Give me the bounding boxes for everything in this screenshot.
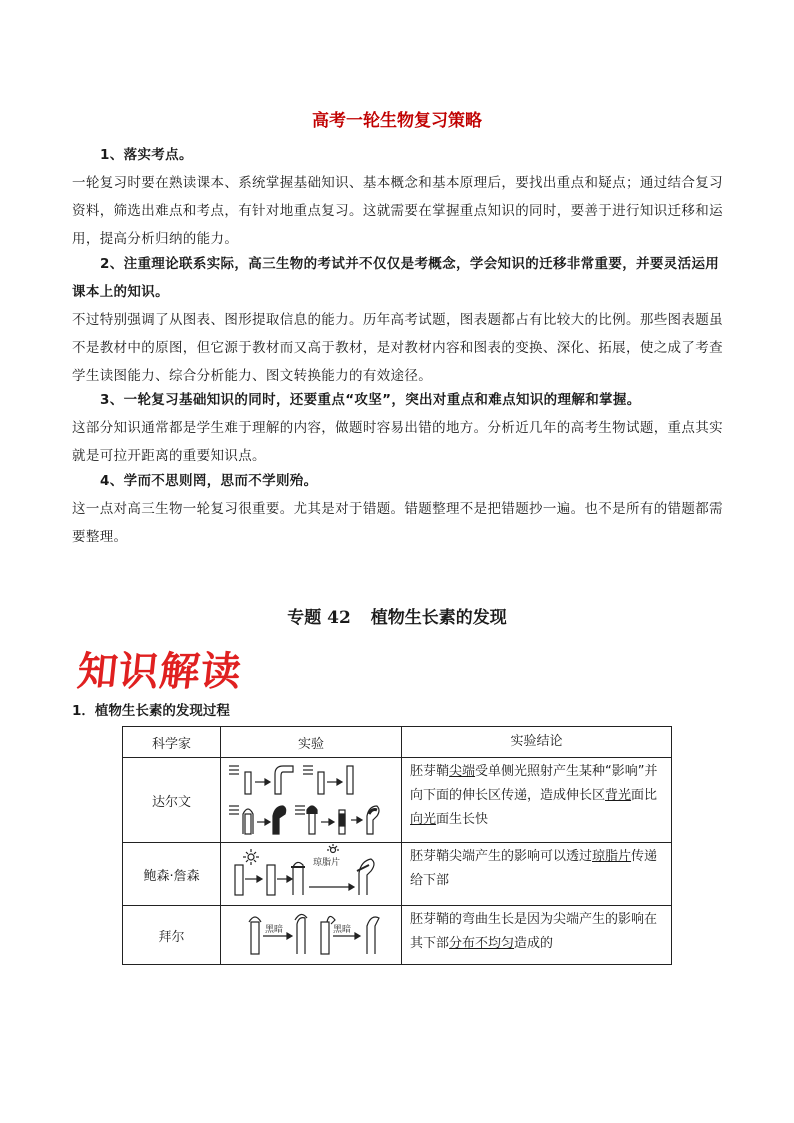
scientist-paal: 拜尔 <box>123 906 221 965</box>
point-1 <box>72 141 724 253</box>
paal-experiment-diagram <box>221 906 401 960</box>
dark-label-1: 黑暗 <box>265 925 284 935</box>
table-header-row <box>123 727 672 758</box>
paal-diagram <box>221 906 402 965</box>
conclusion-segment: 面比 <box>631 788 658 803</box>
scientist-darwin: 达尔文 <box>123 758 221 843</box>
darwin-conclusion-text <box>410 764 658 827</box>
conclusion-segment: 琼脂片 <box>592 849 632 864</box>
header-scientist: 科学家 <box>123 727 221 758</box>
agar-label: 琼脂片 <box>313 858 341 868</box>
point-1-body: 一轮复习时要在熟读课本、系统掌握基础知识、基本概念和基本原理后，要找出重点和疑点；通过结合复习资料，筛选出难点和考点，有针对地重点复习。这就需要在掌握重点知识的同时，要善于进行知识迁移和运用，提高分析归纳的能力。 <box>72 175 723 247</box>
point-2 <box>72 250 724 390</box>
conclusion-segment: 分布不均匀 <box>449 936 515 951</box>
darwin-conclusion <box>402 758 672 843</box>
jensen-conclusion <box>402 843 672 906</box>
table-row <box>123 843 672 906</box>
conclusion-segment: 向光 <box>410 812 437 827</box>
conclusion-segment: 尖端 <box>449 764 476 779</box>
scientist-boysen-jensen: 鲍森·詹森 <box>123 843 221 906</box>
page-title: 高考一轮生物复习策略 <box>312 111 482 131</box>
point-4 <box>72 467 724 551</box>
point-3-heading: 3、一轮复习基础知识的同时，还要重点“攻坚”，突出对重点和难点知识的理解和掌握。 <box>100 392 641 408</box>
point-4-heading: 4、学而不思则罔，思而不学则殆。 <box>100 473 318 489</box>
header-conclusion: 实验结论 <box>402 727 672 758</box>
knowledge-banner: 知识解读 <box>75 649 245 695</box>
point-4-body: 这一点对高三生物一轮复习很重要。尤其是对于错题。错题整理不是把错题抄一遍。也不是所有的错题都需要整理。 <box>72 501 723 545</box>
table-row <box>123 758 672 843</box>
discovery-table <box>122 726 672 965</box>
conclusion-segment: 胚芽鞘的弯曲生长是因为尖端产生的影响在其下部 <box>410 912 658 951</box>
paal-conclusion <box>402 906 672 965</box>
topic-name: 植物生长素的发现 <box>370 608 507 628</box>
conclusion-segment: 面生长快 <box>436 812 489 827</box>
sun-icon <box>243 849 259 865</box>
topic-label: 专题 42 <box>287 608 351 628</box>
point-2-heading: 2、注重理论联系实际，高三生物的考试并不仅仅是考概念，学会知识的迁移非常重要，并要灵活运用课本上的知识。 <box>72 256 720 300</box>
darwin-experiment-diagram <box>221 758 401 838</box>
header-experiment: 实验 <box>221 727 402 758</box>
conclusion-segment: 背光 <box>605 788 632 803</box>
section-heading: 1．植物生长素的发现过程 <box>72 703 230 719</box>
jensen-experiment-diagram <box>221 843 401 901</box>
point-3 <box>72 386 724 470</box>
point-2-body: 不过特别强调了从图表、图形提取信息的能力。历年高考试题，图表题都占有比较大的比例。那些图表题虽不是教材中的原图，但它源于教材而又高于教材，是对教材内容和图表的变换、深化、拓展，使之成了考查学生读图能力、综合分析能力、图文转换能力的有效途径。 <box>72 312 723 384</box>
conclusion-segment: 胚芽鞘尖端产生的影响可以透过 <box>410 849 593 864</box>
jensen-diagram <box>221 843 402 906</box>
conclusion-segment: 胚芽鞘 <box>410 764 450 779</box>
conclusion-segment: 造成的 <box>514 936 554 951</box>
point-3-body: 这部分知识通常都是学生难于理解的内容，做题时容易出错的地方。分析近几年的高考生物试题，重点其实就是可拉开距离的重要知识点。 <box>72 420 723 464</box>
darwin-diagram <box>221 758 402 843</box>
point-1-heading: 1、落实考点。 <box>100 147 193 163</box>
topic-title <box>0 603 794 628</box>
jensen-conclusion-text <box>410 849 657 888</box>
sun-icon-2 <box>327 844 339 853</box>
conclusion-segment: 受单侧光照射产生某种“影响”并向下面的伸长区传递，造成伸长区 <box>410 764 658 803</box>
table-row <box>123 906 672 965</box>
dark-label-2: 黑暗 <box>333 925 352 935</box>
conclusion-segment: 传递给下部 <box>410 849 658 888</box>
paal-conclusion-text <box>410 912 657 951</box>
